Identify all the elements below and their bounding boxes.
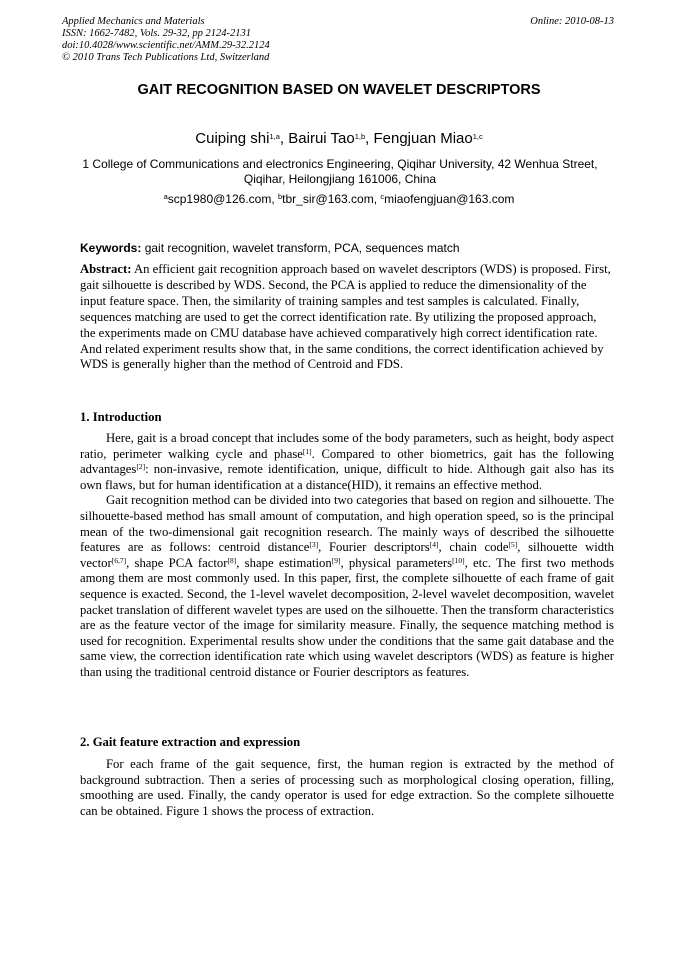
paragraph-text: Gait recognition method can be divided into two categories that based on region and silhouette. The silhouette-based method has small amount of computation, and high operation speed, so is the principal mean of the two-dimensional gait recognition research. The mainly ways of described the silhouette features are as follows: centroid distance — [80, 493, 614, 555]
body-paragraph — [80, 757, 614, 819]
section-heading: 2. Gait feature extraction and expression — [80, 735, 301, 749]
section-heading: 1. Introduction — [80, 410, 162, 424]
paragraph-text: . Compared to other biometrics, gait has the following advantages — [80, 446, 615, 477]
abstract-label: Abstract: — [80, 262, 132, 276]
paragraph-text: Here, gait is a broad concept that includes some of the body parameters, such as height, body aspect ratio, perimeter walking cycle and phase — [80, 431, 614, 461]
citation-ref: [2] — [136, 462, 146, 472]
keywords-text: gait recognition, wavelet transform, PCA, sequences match — [144, 241, 460, 255]
email-address: tbr_sir@163.com — [282, 192, 374, 206]
paper-title: GAIT RECOGNITION BASED ON WAVELET DESCRIPTORS — [137, 82, 541, 98]
paragraph-text: , Fourier descriptors — [318, 540, 430, 555]
email-sup: b — [278, 192, 283, 201]
email-address: scp1980@126.com — [167, 192, 272, 206]
paragraph-text: , chain code — [438, 540, 509, 555]
citation-ref: [5] — [508, 540, 518, 550]
email-sup: c — [380, 192, 385, 201]
citation-ref: [6,7] — [111, 555, 127, 565]
citation-ref: [1] — [302, 446, 312, 456]
paragraph-text: , etc. The first two methods among them are most commonly used. In this paper, first, the complete silhouette of each frame of gait sequence is exacted. Second, the 1-level wavelet decomposition, 2-level wavelet decomposition, wavelet packet translation of different wavelet types are used on the silhouette. Then the transform characteristics are as the feature vector of the image for similarity measure. Finally, the sequence matching method is used for recognition. Experimental results show under the conditions that the same gait database and the same view, the correction identification rate which using wavelet descriptors (WDS) as feature is higher than using the traditional centroid distance or Fourier descriptors as features. — [80, 555, 615, 679]
issn-line: ISSN: 1662-7482, Vols. 29-32, pp 2124-2131 — [62, 28, 251, 39]
email-address: miaofengjuan@163.com — [384, 192, 515, 206]
journal-header — [62, 16, 270, 64]
citation-ref: [8] — [227, 555, 237, 565]
affiliation: 1 College of Communications and electronics Engineering, Qiqihar University, 42 Wenhua Street, Qiqihar, Heilongjiang 161006, China — [82, 157, 598, 186]
keywords-label: Keywords: — [80, 241, 142, 255]
doi-line: doi:10.4028/www.scientific.net/AMM.29-32.2124 — [62, 40, 270, 51]
body-paragraph — [80, 493, 614, 680]
keywords — [80, 241, 460, 255]
author-name: Bairui Tao — [288, 130, 355, 147]
author-name: Fengjuan Miao — [373, 130, 473, 147]
citation-ref: [4] — [429, 540, 439, 550]
copyright-line: © 2010 Trans Tech Publications Ltd, Switzerland — [62, 52, 270, 63]
abstract — [80, 262, 614, 373]
paragraph-text: , shape estimation — [236, 555, 332, 570]
citation-ref: [10] — [452, 555, 465, 565]
email-list: $^a$scp1980@126.com, $^b$tbr_sir@163.com, $^c$miaofengjuan@163.com — [163, 192, 515, 206]
author-sup: 1,a — [269, 132, 280, 141]
online-date: Online: 2010-08-13 — [530, 16, 614, 27]
paragraph-text: For each frame of the gait sequence, first, the human region is extracted by the method of background subtraction. Then a series of processing such as morphological closing operation, filling, smoothing are used. Finally, the candy operator is used for edge extraction. So the complete silhouette can be obtained. Figure 1 shows the process of extraction. — [80, 757, 614, 818]
citation-ref: [9] — [331, 555, 341, 565]
paragraph-text: , physical parameters — [340, 555, 453, 570]
paragraph-text: , shape PCA factor — [126, 555, 228, 570]
body-paragraph — [80, 431, 614, 493]
journal-name: Applied Mechanics and Materials — [62, 16, 205, 27]
paragraph-text: : non-invasive, remote identification, unique, difficult to hide. Although gait also has its own flaws, but for human identification at a distance(HID), it remains an effective method. — [80, 462, 614, 492]
email-sup: a — [163, 192, 168, 201]
paragraph-text: , silhouette width vector — [80, 540, 614, 570]
section-body — [80, 431, 614, 681]
citation-ref: [3] — [309, 540, 319, 550]
section-body — [80, 757, 614, 819]
author-list: Cuiping shi$^{1,a}$, Bairui Tao$^{1,b}$, Fengjuan Miao$^{1,c}$ — [195, 130, 483, 147]
author-sup: 1,c — [472, 132, 483, 141]
abstract-text: An efficient gait recognition approach based on wavelet descriptors (WDS) is proposed. First, gait silhouette is described by WDS. Second, the PCA is applied to reduce the dimensionality of the input feature space. Then, the similarity of training samples and test samples is calculated. Finally, sequences matching are used to get the correct identification rate. By utilizing the proposed approach, the experiments made on CMU database have achieved comparatively high correct identification rate. And related experiment results show that, in the same conditions, the correct identification achieved by WDS is generally higher than the method of Centroid and FDS. — [80, 262, 611, 372]
author-sup: 1,b — [354, 132, 366, 141]
author-name: Cuiping shi — [195, 130, 270, 147]
